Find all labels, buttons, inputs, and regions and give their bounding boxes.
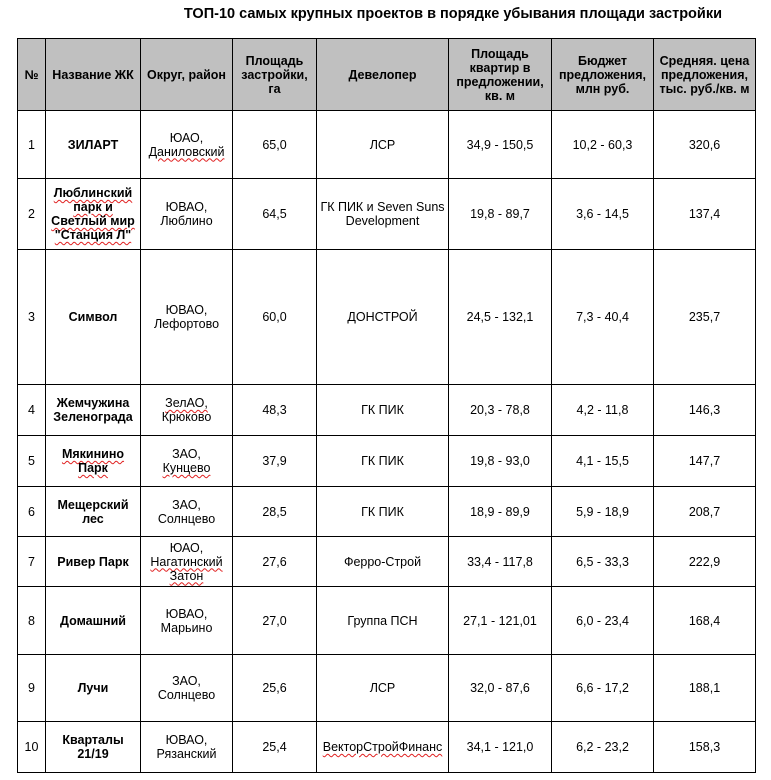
cell-developer: ЛСР (317, 655, 449, 722)
cell-price: 158,3 (654, 722, 756, 773)
district-area: Солнцево (157, 511, 216, 526)
district-area: Рязанский (156, 747, 217, 761)
cell-developer: ГК ПИК (317, 436, 449, 487)
cell-area: 25,4 (233, 722, 317, 773)
cell-area: 27,0 (233, 587, 317, 655)
cell-name: Кварталы 21/19 (46, 722, 141, 773)
cell-name: Мещерский лес (46, 487, 141, 537)
cell-area: 37,9 (233, 436, 317, 487)
cell-name: Мякинино Парк (46, 436, 141, 487)
table-row (18, 587, 756, 655)
district-area: Нагатинский Затон (150, 554, 223, 583)
cell-budget: 6,0 - 23,4 (552, 587, 654, 655)
cell-district (141, 722, 233, 773)
cell-price: 235,7 (654, 250, 756, 385)
cell-price: 168,4 (654, 587, 756, 655)
cell-flat-area: 24,5 - 132,1 (449, 250, 552, 385)
cell-developer: ЛСР (317, 111, 449, 179)
header-area: Площадь застройки, га (233, 39, 317, 111)
cell-district (141, 436, 233, 487)
cell-price: 188,1 (654, 655, 756, 722)
table-row (18, 385, 756, 436)
cell-flat-area: 34,9 - 150,5 (449, 111, 552, 179)
cell-area: 64,5 (233, 179, 317, 250)
cell-flat-area: 19,8 - 89,7 (449, 179, 552, 250)
table-row (18, 250, 756, 385)
cell-budget: 6,6 - 17,2 (552, 655, 654, 722)
cell-district (141, 111, 233, 179)
district-area: Даниловский (148, 144, 225, 159)
header-row (18, 39, 756, 111)
cell-area: 60,0 (233, 250, 317, 385)
cell-district (141, 487, 233, 537)
cell-flat-area: 19,8 - 93,0 (449, 436, 552, 487)
cell-num: 9 (18, 655, 46, 722)
district-okrug: ЮАО, (169, 130, 204, 145)
cell-num: 6 (18, 487, 46, 537)
cell-district (141, 655, 233, 722)
district-okrug: ЮВАО, (165, 200, 208, 214)
cell-developer: ГК ПИК (317, 487, 449, 537)
cell-num: 8 (18, 587, 46, 655)
cell-budget: 3,6 - 14,5 (552, 179, 654, 250)
cell-name: ЗИЛАРТ (46, 111, 141, 179)
cell-area: 65,0 (233, 111, 317, 179)
cell-developer: Группа ПСН (317, 587, 449, 655)
cell-num: 5 (18, 436, 46, 487)
cell-price: 147,7 (654, 436, 756, 487)
header-district: Округ, район (141, 39, 233, 111)
cell-developer: ВекторСтройФинанс (317, 722, 449, 773)
cell-flat-area: 18,9 - 89,9 (449, 487, 552, 537)
cell-developer: ДОНСТРОЙ (317, 250, 449, 385)
header-name: Название ЖК (46, 39, 141, 111)
document-title: ТОП-10 самых крупных проектов в порядке убывания площади застройки (183, 6, 722, 22)
header-flat-area: Площадь квартир в предложении, кв. м (449, 39, 552, 111)
cell-name: Жемчужина Зеленограда (46, 385, 141, 436)
table-row (18, 436, 756, 487)
cell-flat-area: 27,1 - 121,01 (449, 587, 552, 655)
cell-price: 320,6 (654, 111, 756, 179)
district-area: Люблино (160, 214, 213, 228)
cell-name: Символ (46, 250, 141, 385)
cell-developer: ГК ПИК и Seven Suns Development (317, 179, 449, 250)
cell-flat-area: 32,0 - 87,6 (449, 655, 552, 722)
cell-district (141, 587, 233, 655)
table-row (18, 111, 756, 179)
cell-budget: 4,2 - 11,8 (552, 385, 654, 436)
header-budget: Бюджет предложения, млн руб. (552, 39, 654, 111)
district-okrug: ЗелАО, (165, 396, 208, 410)
cell-budget: 10,2 - 60,3 (552, 111, 654, 179)
table-row (18, 655, 756, 722)
cell-district (141, 537, 233, 587)
cell-price: 137,4 (654, 179, 756, 250)
table-row (18, 722, 756, 773)
cell-district (141, 385, 233, 436)
table-row (18, 537, 756, 587)
cell-num: 2 (18, 179, 46, 250)
cell-name: Лучи (46, 655, 141, 722)
cell-budget: 6,5 - 33,3 (552, 537, 654, 587)
cell-flat-area: 33,4 - 117,8 (449, 537, 552, 587)
cell-district (141, 179, 233, 250)
cell-flat-area: 34,1 - 121,0 (449, 722, 552, 773)
cell-num: 3 (18, 250, 46, 385)
cell-developer: ГК ПИК (317, 385, 449, 436)
cell-area: 25,6 (233, 655, 317, 722)
cell-budget: 7,3 - 40,4 (552, 250, 654, 385)
district-okrug: ЮАО, (169, 540, 204, 555)
cell-num: 1 (18, 111, 46, 179)
header-num: № (18, 39, 46, 111)
cell-area: 48,3 (233, 385, 317, 436)
cell-price: 146,3 (654, 385, 756, 436)
cell-district (141, 250, 233, 385)
district-area: Лефортово (153, 317, 220, 331)
cell-price: 208,7 (654, 487, 756, 537)
district-okrug: ЗАО, (172, 497, 201, 512)
cell-name: Домашний (46, 587, 141, 655)
district-okrug: ЗАО, (172, 674, 201, 688)
cell-num: 4 (18, 385, 46, 436)
cell-flat-area: 20,3 - 78,8 (449, 385, 552, 436)
district-okrug: ЮВАО, (165, 606, 208, 621)
table-row (18, 487, 756, 537)
cell-developer: Ферро-Строй (317, 537, 449, 587)
district-area: Марьино (160, 620, 213, 635)
header-price: Средняя. цена предложения, тыс. руб./кв. м (654, 39, 756, 111)
header-developer: Девелопер (317, 39, 449, 111)
district-okrug: ЮВАО, (165, 733, 208, 747)
cell-num: 10 (18, 722, 46, 773)
cell-price: 222,9 (654, 537, 756, 587)
cell-budget: 4,1 - 15,5 (552, 436, 654, 487)
district-area: Кунцево (162, 461, 211, 475)
cell-area: 28,5 (233, 487, 317, 537)
cell-name: Ривер Парк (46, 537, 141, 587)
projects-table (17, 38, 756, 773)
district-area: Крюково (161, 410, 212, 424)
cell-name: Люблинский парк и Светлый мир "Станция Л" (46, 179, 141, 250)
cell-area: 27,6 (233, 537, 317, 587)
table-row (18, 179, 756, 250)
district-area: Солнцево (157, 688, 216, 702)
district-okrug: ЮВАО, (165, 303, 208, 317)
cell-budget: 6,2 - 23,2 (552, 722, 654, 773)
district-okrug: ЗАО, (172, 447, 201, 461)
cell-budget: 5,9 - 18,9 (552, 487, 654, 537)
cell-num: 7 (18, 537, 46, 587)
